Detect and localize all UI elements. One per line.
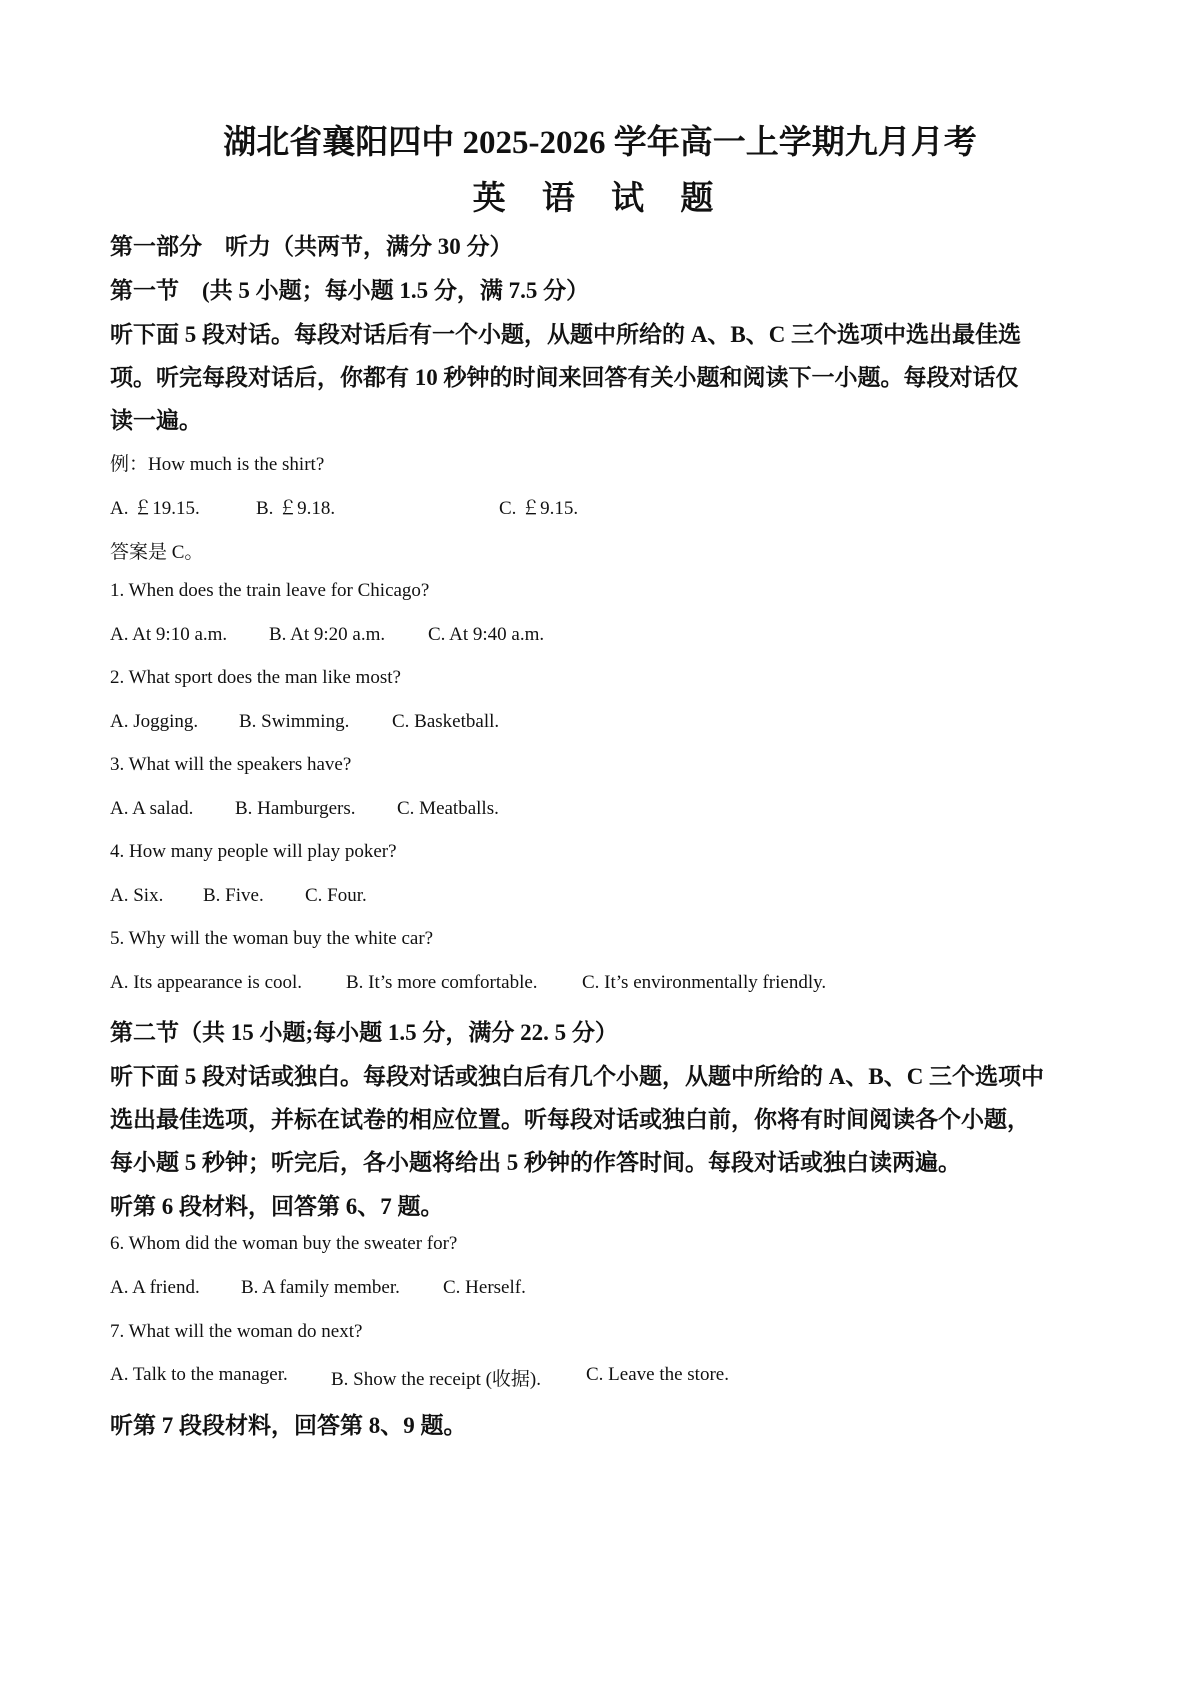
example-answer: 答案是 C。 bbox=[110, 542, 204, 563]
option-a: A. A friend. bbox=[110, 1277, 200, 1298]
question-5: 5. Why will the woman buy the white car? bbox=[110, 928, 434, 949]
section2-heading: 第二节（共 15 小题;每小题 1.5 分，满分 22. 5 分） bbox=[110, 1020, 618, 1045]
section1-instruction-line: 项。听完每段对话后，你都有 10 秒钟的时间来回答有关小题和阅读下一小题。每段对话仅 bbox=[110, 365, 1019, 390]
example-option-a: A. ￡19.15. bbox=[110, 498, 200, 519]
option-b: B. Show the receipt (收据). bbox=[331, 1369, 542, 1390]
question-2: 2. What sport does the man like most? bbox=[110, 667, 401, 688]
option-a: A. Jogging. bbox=[110, 711, 199, 732]
option-c: C. Leave the store. bbox=[586, 1364, 729, 1385]
example-option-b: B. ￡9.18. bbox=[256, 498, 336, 519]
option-a: A. Talk to the manager. bbox=[110, 1364, 288, 1385]
question-1: 1. When does the train leave for Chicago? bbox=[110, 580, 430, 601]
section1-heading: 第一节 (共 5 小题；每小题 1.5 分，满 7.5 分） bbox=[110, 278, 590, 303]
option-a: A. Its appearance is cool. bbox=[110, 972, 303, 993]
exam-subtitle: 英 语 试 题 bbox=[472, 181, 728, 217]
section2-instruction-line: 选出最佳选项，并标在试卷的相应位置。听每段对话或独白前，你将有时间阅读各个小题， bbox=[110, 1107, 1030, 1132]
exam-title: 湖北省襄阳四中 2025-2026 学年高一上学期九月月考 bbox=[223, 125, 977, 161]
section2-instruction-line: 听下面 5 段对话或独白。每段对话或独白后有几个小题，从题中所给的 A、B、C 三个选项中 bbox=[110, 1064, 1045, 1089]
option-b: B. Hamburgers. bbox=[235, 798, 356, 819]
example-question: 例：How much is the shirt? bbox=[110, 454, 325, 475]
option-b: B. It’s more comfortable. bbox=[346, 972, 538, 993]
question-7: 7. What will the woman do next? bbox=[110, 1321, 363, 1342]
section1-instruction-line: 听下面 5 段对话。每段对话后有一个小题，从题中所给的 A、B、C 三个选项中选出最佳选 bbox=[110, 322, 1022, 347]
option-a: A. A salad. bbox=[110, 798, 194, 819]
material-6-heading: 听第 6 段材料，回答第 6、7 题。 bbox=[110, 1194, 444, 1219]
option-b: B. At 9:20 a.m. bbox=[269, 624, 386, 645]
option-b: B. Swimming. bbox=[239, 711, 350, 732]
part1-heading: 第一部分 听力（共两节，满分 30 分） bbox=[110, 234, 513, 259]
example-option-c: C. ￡9.15. bbox=[499, 498, 579, 519]
question-6: 6. Whom did the woman buy the sweater for? bbox=[110, 1233, 458, 1254]
option-c: C. Basketball. bbox=[392, 711, 500, 732]
option-a: A. At 9:10 a.m. bbox=[110, 624, 228, 645]
option-c: C. Meatballs. bbox=[397, 798, 499, 819]
option-b: B. A family member. bbox=[241, 1277, 400, 1298]
option-c: C. Herself. bbox=[443, 1277, 526, 1298]
question-4: 4. How many people will play poker? bbox=[110, 841, 397, 862]
option-a: A. Six. bbox=[110, 885, 164, 906]
option-b: B. Five. bbox=[203, 885, 264, 906]
section1-instruction-line: 读一遍。 bbox=[110, 408, 202, 433]
question-3: 3. What will the speakers have? bbox=[110, 754, 352, 775]
option-c: C. It’s environmentally friendly. bbox=[582, 972, 827, 993]
option-c: C. Four. bbox=[305, 885, 367, 906]
section2-instruction-line: 每小题 5 秒钟；听完后，各小题将给出 5 秒钟的作答时间。每段对话或独白读两遍。 bbox=[110, 1150, 961, 1175]
option-c: C. At 9:40 a.m. bbox=[428, 624, 545, 645]
material-7-heading: 听第 7 段段材料，回答第 8、9 题。 bbox=[110, 1413, 467, 1438]
